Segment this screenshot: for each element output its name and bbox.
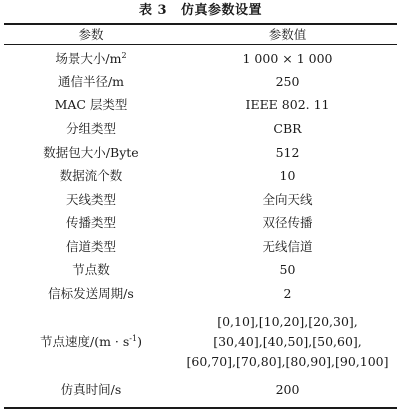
header-value: 参数值 (268, 27, 307, 42)
param-cell: 数据包大小/Byte (43, 145, 139, 160)
value-line: [0,10],[10,20],[20,30], (217, 314, 358, 329)
table-row (4, 284, 397, 304)
param-cell: 节点数 (72, 262, 110, 277)
value-cell: 全向天线 (262, 192, 313, 207)
param-cell: 信标发送周期/s (48, 286, 134, 301)
bottom-rule (4, 407, 397, 409)
table-row (4, 380, 397, 400)
value-cell: IEEE 802. 11 (245, 97, 330, 112)
table-caption (0, 0, 401, 22)
param-cell: 分组类型 (65, 121, 116, 136)
value-cell: 2 (283, 286, 292, 301)
value-cell: 50 (279, 262, 296, 277)
value-line: [30,40],[40,50],[50,60], (213, 334, 362, 349)
value-cell: 1 000 × 1 000 (242, 51, 333, 66)
table-row (4, 190, 397, 210)
table-row (4, 166, 397, 186)
table-row (4, 49, 397, 69)
table-row (4, 260, 397, 280)
table-row (4, 95, 397, 115)
value-cell: 250 (275, 74, 300, 89)
table-row (4, 72, 397, 92)
value-cell (178, 312, 397, 372)
param-cell: 信道类型 (65, 239, 116, 254)
table-number: 表 3 (138, 3, 168, 18)
value-cell: 无线信道 (262, 239, 313, 254)
table-row (4, 143, 397, 163)
param-cell: 天线类型 (65, 192, 116, 207)
param-cell: 数据流个数 (59, 168, 123, 183)
table-row (4, 119, 397, 139)
param-cell: MAC 层类型 (54, 97, 128, 112)
table-row (4, 237, 397, 257)
value-cell: 512 (275, 145, 300, 160)
param-cell: 传播类型 (65, 215, 116, 230)
param-cell: 通信半径/m (57, 74, 125, 89)
value-cell: CBR (273, 121, 302, 136)
value-cell: 双径传播 (262, 215, 313, 230)
value-line: [60,70],[70,80],[80,90],[90,100] (186, 354, 389, 369)
param-cell: 场景大小$/m^2$ (55, 50, 127, 66)
table-row (4, 213, 397, 233)
param-cell: 仿真时间/s (60, 382, 122, 397)
header-rule (4, 44, 397, 45)
table-row (4, 312, 397, 372)
value-cell: 200 (275, 382, 300, 397)
table-title: 仿真参数设置 (181, 3, 263, 18)
param-cell: 节点速度$/(m \cdot s^{-1})$ (40, 333, 142, 349)
header-param: 参数 (78, 27, 104, 42)
value-cell: 10 (279, 168, 296, 183)
